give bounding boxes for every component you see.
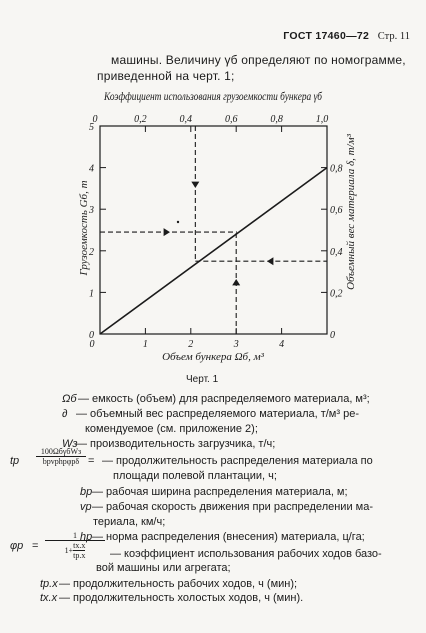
chart-dot (177, 221, 179, 223)
fp-symbol: φр (10, 540, 24, 552)
intro-line-2: приведенной на черт. 1; (97, 69, 235, 83)
left-tick-label: 2 (89, 246, 94, 258)
figure-caption: Черт. 1 (186, 374, 219, 385)
legend-text: — продолжительность распределения материала по (102, 455, 373, 467)
tp-formula (36, 447, 86, 466)
right-tick-label: 0,2 (330, 288, 343, 300)
intro-line-1: машины. Величину γб определяют по номограмме, (111, 53, 406, 67)
top-tick-label: 0,8 (270, 114, 283, 125)
top-tick-label: 0 (92, 114, 98, 125)
fp-den-b: tр.х (73, 551, 86, 560)
chart-frame (100, 126, 327, 334)
legend-symbol: Ωб (62, 393, 77, 405)
top-axis-title: Коэффициент использования грузоемкости бункера γб (103, 91, 323, 103)
bottom-axis-title: Объем бункера Ωб, м³ (162, 351, 264, 363)
fp-equals: = (32, 540, 39, 552)
fp-prefix: 1+ (64, 546, 74, 555)
legend-text: — продолжительность рабочих ходов, ч (мин); (59, 578, 298, 590)
legend-symbol: hр (80, 531, 93, 543)
legend-symbol: tх.х (40, 592, 58, 604)
left-tick-label: 4 (89, 163, 94, 175)
right-tick-label: 0 (330, 330, 335, 341)
tp-numerator: 100ΩбγбWз (36, 447, 86, 457)
top-tick-label: 1,0 (315, 114, 329, 125)
bottom-tick-label: 0 (89, 339, 95, 350)
right-tick-label: 0,4 (330, 246, 343, 258)
legend-text: — емкость (объем) для распределяемого материала, м³; (78, 393, 370, 405)
legend-text: — коэффициент использования рабочих ходов базо- (110, 548, 382, 560)
bottom-tick-label: 4 (279, 339, 285, 350)
page-number: Стр. 11 (377, 31, 410, 42)
legend-symbol: bр (80, 486, 93, 498)
bottom-tick-label: 2 (188, 339, 194, 350)
arrow-up (232, 279, 240, 285)
fp-formula (45, 531, 105, 560)
right-axis-title: Объемный вес материала δ, т/м³ (345, 134, 357, 290)
arrow-left (267, 257, 273, 265)
legend-symbol: vр (80, 501, 92, 513)
top-tick-label: 0,4 (179, 114, 193, 125)
fp-den-a: tх.х (73, 541, 86, 550)
legend-text: — продолжительность холостых ходов, ч (мин). (59, 592, 304, 604)
left-tick-label: 3 (89, 205, 94, 217)
left-tick-label: 1 (89, 288, 94, 300)
left-tick-label: 0 (89, 330, 94, 341)
legend-text: комендуемое (см. приложение 2); (85, 423, 258, 435)
legend-text: — рабочая скорость движения при распределении ма- (92, 501, 373, 513)
fp-numerator: 1 (45, 531, 105, 541)
arrow-right (164, 228, 170, 236)
diagonal-line (100, 168, 327, 334)
bottom-tick-label: 3 (233, 339, 239, 350)
standard-number: ГОСТ 17460—72 (283, 30, 370, 42)
bottom-tick-label: 1 (142, 339, 148, 350)
tp-equals: = (88, 455, 95, 467)
legend-symbol: tр.х (40, 578, 58, 590)
legend-symbol: Wз (62, 438, 78, 450)
legend-text: териала, км/ч; (93, 516, 166, 528)
right-tick-label: 0,8 (330, 163, 343, 175)
legend-text: — производительность загрузчика, т/ч; (76, 438, 276, 450)
tp-denominator: bрvрhрφрδ (42, 457, 80, 466)
tp-symbol: tр (10, 455, 20, 467)
top-tick-label: 0,2 (134, 114, 147, 125)
legend-text: — рабочая ширина распределения материала, м; (92, 486, 348, 498)
legend-text: — норма распределения (внесения) материала, ц/га; (92, 531, 365, 543)
legend-text: — объемный вес распределяемого материала, т/м³ ре- (76, 408, 359, 420)
left-tick-label: 5 (89, 122, 94, 133)
legend-text: площади полевой плантации, ч; (113, 470, 277, 482)
legend-text: вой машины или агрегата; (96, 562, 231, 574)
top-tick-label: 0,6 (224, 114, 238, 125)
left-axis-title: Грузоемкость Gб, т (78, 180, 90, 276)
legend-symbol: ∂ (62, 408, 68, 420)
right-tick-label: 0,6 (330, 205, 343, 217)
arrow-down (191, 182, 199, 188)
